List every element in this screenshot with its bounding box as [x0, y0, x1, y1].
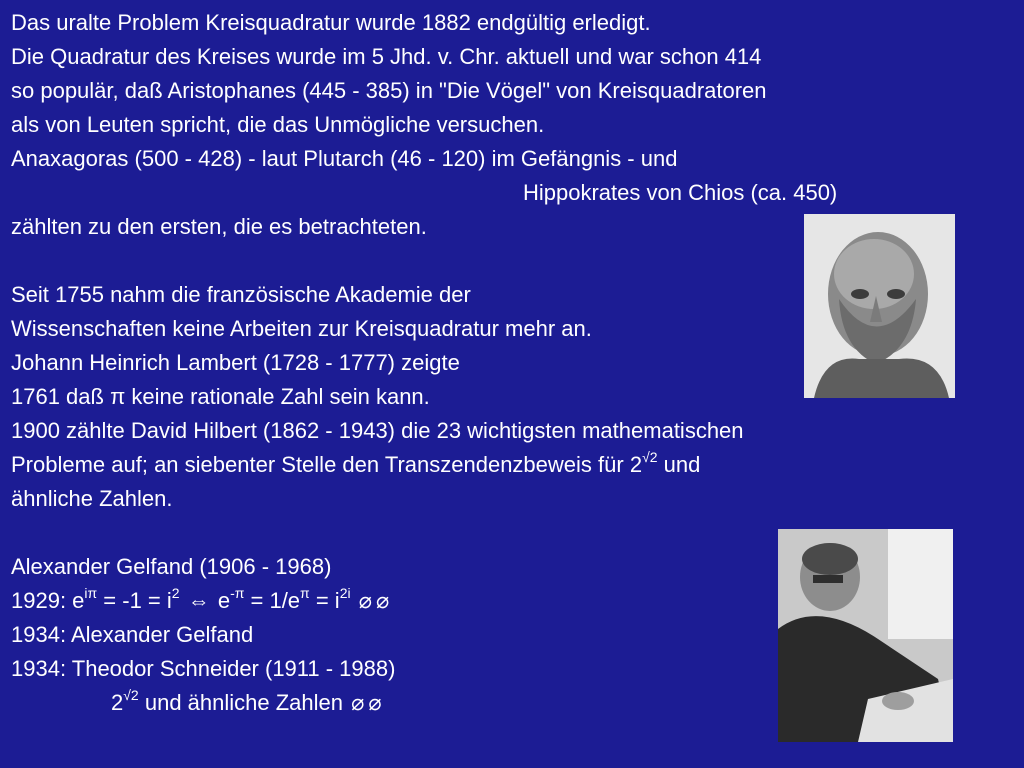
last-line-sup: √2 — [123, 686, 139, 703]
mark-icon-2: ⌀ — [351, 690, 365, 715]
last-line-base: 2 — [111, 690, 124, 715]
mark-icon: ⌀ — [358, 588, 372, 613]
formula-part-5: = i — [309, 588, 340, 613]
text-line-5: Anaxagoras (500 - 428) - laut Plutarch (46 - 120) im Gefängnis - und — [11, 146, 678, 171]
last-line-text: und ähnliche Zahlen — [138, 690, 343, 715]
equivalence-arrow-icon: ⇔ — [187, 588, 210, 613]
formula-sup-1: iπ — [84, 584, 98, 601]
text-line-13 — [11, 448, 700, 483]
text-line-6: Hippokrates von Chios (ca. 450) — [523, 180, 838, 205]
text-line-gelfand: Alexander Gelfand (1906 - 1968) — [11, 554, 332, 579]
text-line-12: 1900 zählte David Hilbert (1862 - 1943) die 23 wichtigsten mathematischen — [11, 418, 744, 443]
text-line-9: Wissenschaften keine Arbeiten zur Kreisquadratur mehr an. — [11, 316, 592, 341]
text-line-3: so populär, daß Aristophanes (445 - 385) in "Die Vögel" von Kreisquadratoren — [11, 78, 767, 103]
formula-part-3: e — [211, 588, 231, 613]
formula-part-2: = -1 = i — [97, 588, 172, 613]
formula-part-1: 1929: e — [11, 588, 85, 613]
hilbert-text-before: Probleme auf; an siebenter Stelle den Transzendenzbeweis für 2 — [11, 452, 643, 477]
hilbert-sqrt-exponent: √2 — [642, 448, 658, 465]
text-line-14: ähnliche Zahlen. — [11, 486, 173, 511]
text-line-1934b: 1934: Theodor Schneider (1911 - 1988) — [11, 656, 396, 681]
slashed-circle-icon-2: ⌀ — [368, 690, 382, 715]
text-line-11: 1761 daß π keine rationale Zahl sein kann. — [11, 384, 430, 409]
text-line-10: Johann Heinrich Lambert (1728 - 1777) zeigte — [11, 350, 460, 375]
formula-part-4: = 1/e — [244, 588, 301, 613]
text-line-7: zählten zu den ersten, die es betrachteten. — [11, 214, 427, 239]
formula-sup-2: 2 — [171, 584, 180, 601]
hippokrates-bust-photo — [804, 214, 955, 398]
text-line-1934a: 1934: Alexander Gelfand — [11, 622, 254, 647]
text-line-4: als von Leuten spricht, die das Unmögliche versuchen. — [11, 112, 545, 137]
formula-sup-3: -π — [230, 584, 245, 601]
formula-sup-4: π — [300, 584, 310, 601]
text-line-1: Das uralte Problem Kreisquadratur wurde 1882 endgültig erledigt. — [11, 10, 651, 35]
hilbert-text-after: und — [657, 452, 701, 477]
formula-sup-5: 2i — [339, 584, 351, 601]
text-line-last — [111, 686, 384, 721]
formula-line — [11, 584, 391, 619]
text-line-8: Seit 1755 nahm die französische Akademie der — [11, 282, 471, 307]
gelfand-photo — [778, 529, 953, 742]
text-line-2: Die Quadratur des Kreises wurde im 5 Jhd. v. Chr. aktuell und war schon 414 — [11, 44, 762, 69]
slashed-circle-icon: ⌀ — [375, 588, 390, 613]
